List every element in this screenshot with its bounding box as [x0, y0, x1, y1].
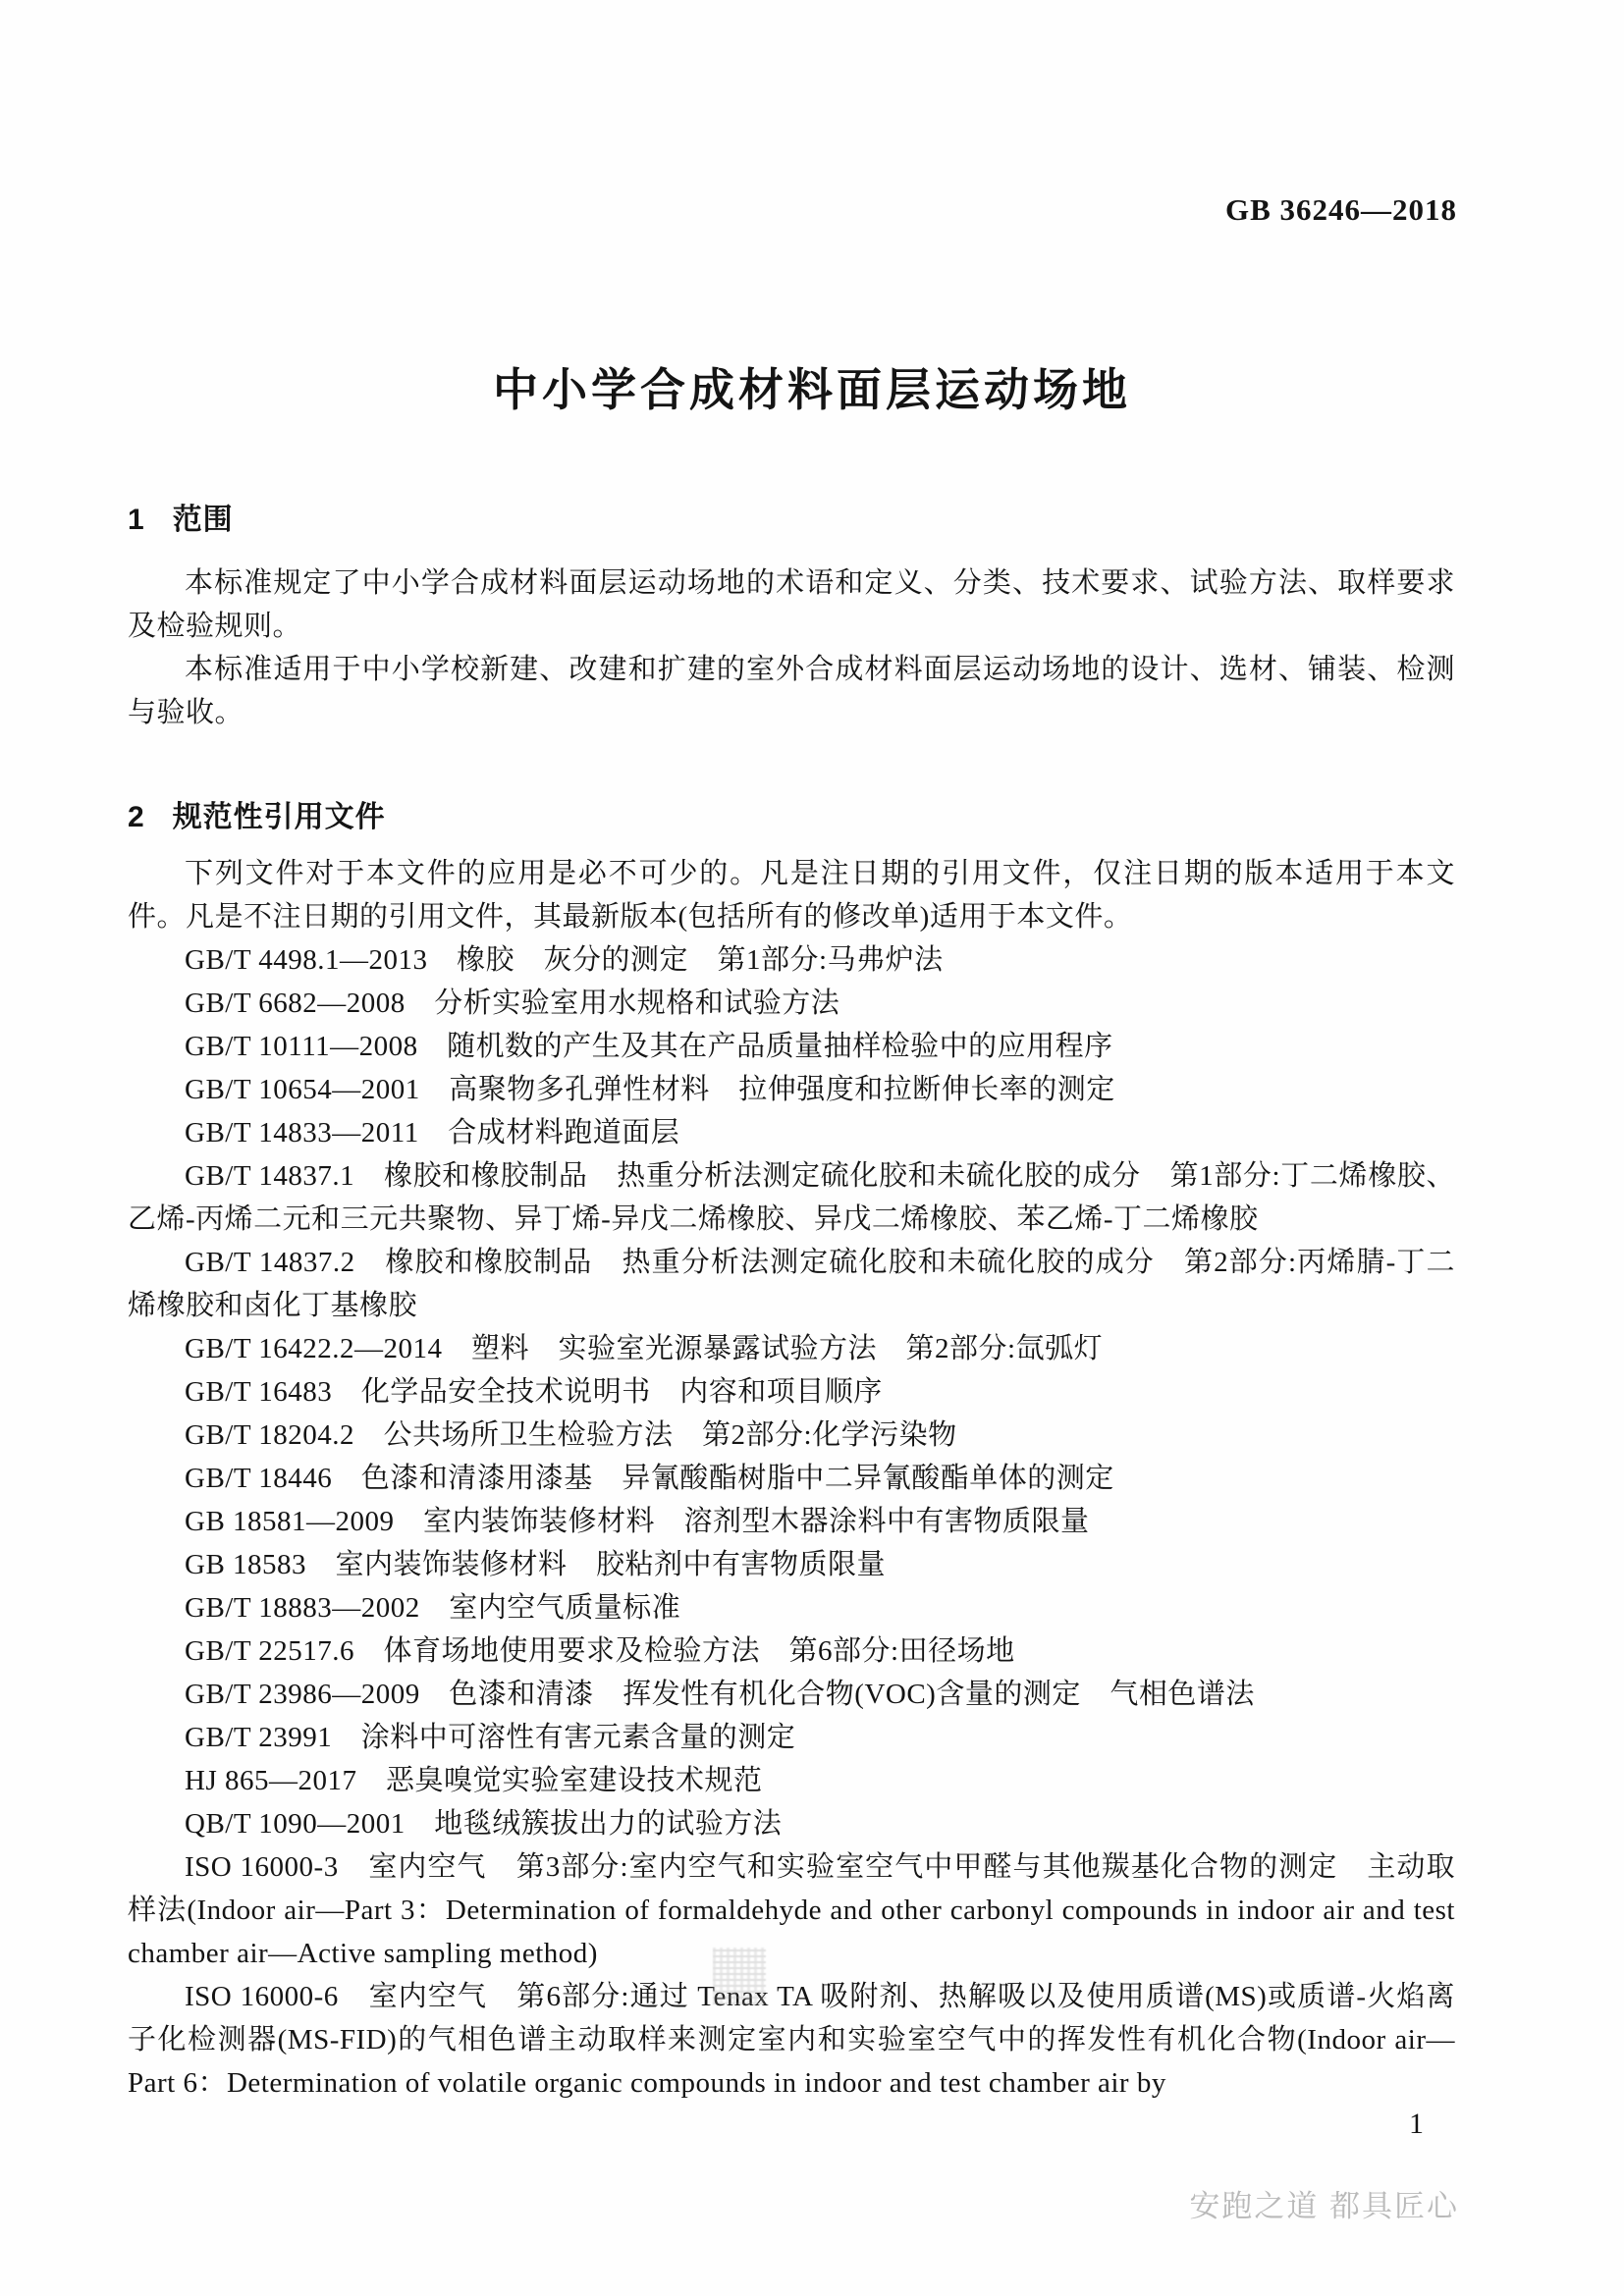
reference-item: GB/T 16422.2—2014 塑料 实验室光源暴露试验方法 第2部分:氙弧灯 [185, 1333, 1104, 1364]
reference-item: HJ 865—2017 恶臭嗅觉实验室建设技术规范 [185, 1765, 763, 1796]
references-list [128, 938, 1455, 2105]
section-2-number: 2 [128, 800, 145, 833]
standard-number: GB 36246—2018 [1224, 192, 1457, 227]
reference-item: GB/T 6682—2008 分析实验室用水规格和试验方法 [185, 988, 840, 1019]
paragraph: 本标准规定了中小学合成材料面层运动场地的术语和定义、分类、技术要求、试验方法、取样要求及检验规则。 [128, 567, 1455, 642]
document-title: 中小学合成材料面层运动场地 [493, 363, 1131, 415]
reference-item: GB/T 23986—2009 色漆和清漆 挥发性有机化合物(VOC)含量的测定 气相色谱法 [185, 1679, 1255, 1710]
reference-item: GB/T 14837.1 橡胶和橡胶制品 热重分析法测定硫化胶和未硫化胶的成分 第1部分:丁二烯橡胶、乙烯-丙烯二元和三元共聚物、异丁烯-异戊二烯橡胶、异戊二烯橡胶、苯乙烯-丁二烯橡胶 [128, 1160, 1455, 1235]
section-1-title: 范围 [172, 503, 234, 536]
section-2-title: 规范性引用文件 [172, 800, 386, 833]
reference-item: GB 18583 室内装饰装修材料 胶粘剂中有害物质限量 [185, 1549, 887, 1580]
section-1-heading [128, 499, 234, 542]
reference-item: GB/T 14833—2011 合成材料跑道面层 [185, 1117, 680, 1148]
paragraph: 本标准适用于中小学校新建、改建和扩建的室外合成材料面层运动场地的设计、选材、铺装、检测与验收。 [128, 654, 1455, 728]
section-2-heading [128, 796, 386, 839]
reference-item: GB/T 14837.2 橡胶和橡胶制品 热重分析法测定硫化胶和未硫化胶的成分 第2部分:丙烯腈-丁二烯橡胶和卤化丁基橡胶 [128, 1247, 1455, 1321]
reference-item: GB 18581—2009 室内装饰装修材料 溶剂型木器涂料中有害物质限量 [185, 1506, 1090, 1537]
reference-item: GB/T 18204.2 公共场所卫生检验方法 第2部分:化学污染物 [185, 1419, 957, 1451]
reference-item: ISO 16000-6 室内空气 第6部分:通过 Tenax TA 吸附剂、热解吸以及使用质谱(MS)或质谱-火焰离子化检测器(MS-FID)的气相色谱主动取样来测定室内和实验室空气中的挥发性有机化合物(Indoor air—Part 6：Determination of volatile organic compounds in indoor and test chamber air by [128, 1981, 1455, 2099]
reference-item: GB/T 10111—2008 随机数的产生及其在产品质量抽样检验中的应用程序 [185, 1031, 1113, 1062]
corner-watermark-text: 安跑之道 都具匠心 [1189, 2189, 1459, 2223]
page-number: 1 [1409, 2108, 1424, 2140]
section-2-body [128, 852, 1455, 2105]
reference-item: QB/T 1090—2001 地毯绒簇拔出力的试验方法 [185, 1808, 783, 1840]
reference-item: GB/T 18883—2002 室内空气质量标准 [185, 1592, 681, 1624]
reference-item: GB/T 22517.6 体育场地使用要求及检验方法 第6部分:田径场地 [185, 1635, 1015, 1667]
reference-item: GB/T 18446 色漆和清漆用漆基 异氰酸酯树脂中二异氰酸酯单体的测定 [185, 1463, 1114, 1494]
paragraph: 下列文件对于本文件的应用是必不可少的。凡是注日期的引用文件，仅注日期的版本适用于本文件。凡是不注日期的引用文件，其最新版本(包括所有的修改单)适用于本文件。 [128, 858, 1455, 933]
reference-item: GB/T 23991 涂料中可溶性有害元素含量的测定 [185, 1722, 796, 1753]
section-1-number: 1 [128, 503, 145, 536]
reference-item: GB/T 10654—2001 高聚物多孔弹性材料 拉伸强度和拉断伸长率的测定 [185, 1074, 1115, 1105]
section-1-body [128, 561, 1455, 734]
reference-item: GB/T 16483 化学品安全技术说明书 内容和项目顺序 [185, 1376, 883, 1408]
reference-item: GB/T 4498.1—2013 橡胶 灰分的测定 第1部分:马弗炉法 [185, 944, 944, 976]
reference-item: ISO 16000-3 室内空气 第3部分:室内空气和实验室空气中甲醛与其他羰基化合物的测定 主动取样法(Indoor air—Part 3：Determination of formaldehyde and other carbonyl compounds in indoor air and test chamber air—Active sampling method) [128, 1851, 1455, 1969]
